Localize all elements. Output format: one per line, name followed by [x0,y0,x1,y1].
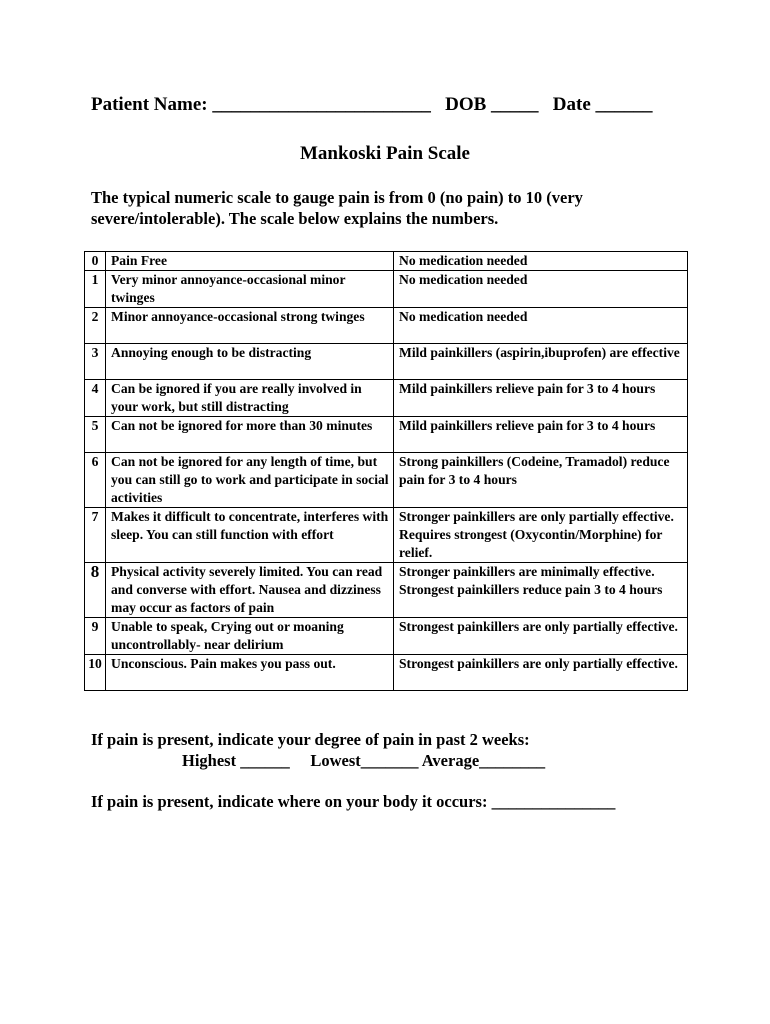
dob-label: DOB _____ [445,94,539,115]
table-row [85,453,688,508]
table-row [85,618,688,655]
pain-degree-question: If pain is present, indicate your degree of pain in past 2 weeks: [91,730,530,749]
pain-description: Unable to speak, Crying out or moaning uncontrollably- near delirium [106,618,394,655]
medication-note: Strongest painkillers are only partially effective. [394,618,688,655]
table-row [85,655,688,691]
pain-description: Annoying enough to be distracting [106,344,394,380]
pain-level-number: 7 [85,508,106,563]
pain-level-number: 0 [85,252,106,271]
medication-note: No medication needed [394,271,688,308]
table-row [85,508,688,563]
table-row [85,380,688,417]
pain-level-number: 10 [85,655,106,691]
pain-scale-table [84,251,688,691]
pain-level-number: 5 [85,417,106,453]
table-row [85,271,688,308]
medication-note: No medication needed [394,252,688,271]
pain-level-number: 2 [85,308,106,344]
pain-description: Can be ignored if you are really involved in your work, but still distracting [106,380,394,417]
page-title: Mankoski Pain Scale [300,143,470,164]
pain-location-question[interactable]: If pain is present, indicate where on your body it occurs: _______________ [91,792,616,811]
highest-field[interactable]: Highest ______ [182,751,290,770]
pain-description: Can not be ignored for more than 30 minutes [106,417,394,453]
medication-note: Mild painkillers relieve pain for 3 to 4 hours [394,417,688,453]
date-label: Date ______ [552,94,653,115]
table-row [85,417,688,453]
lowest-field[interactable]: Lowest_______ [310,751,419,770]
pain-level-number: 1 [85,271,106,308]
medication-note: Strongest painkillers are only partially effective. [394,655,688,691]
pain-level-number: 9 [85,618,106,655]
pain-description: Very minor annoyance-occasional minor twinges [106,271,394,308]
medication-note: Stronger painkillers are only partially effective. Requires strongest (Oxycontin/Morphine) for relief. [394,508,688,563]
pain-level-number: 3 [85,344,106,380]
table-row [85,308,688,344]
average-field[interactable]: Average________ [421,751,546,770]
pain-level-number: 8 [85,563,106,618]
medication-note: Stronger painkillers are minimally effective. Strongest painkillers reduce pain 3 to 4 hours [394,563,688,618]
pain-level-number: 6 [85,453,106,508]
patient-name-label: Patient Name: _______________________ [91,94,431,115]
pain-degree-fields [182,751,545,771]
intro-paragraph: The typical numeric scale to gauge pain is from 0 (no pain) to 10 (very severe/intolerable). The scale below explains the numbers. [91,188,583,228]
pain-description: Pain Free [106,252,394,271]
pain-description: Physical activity severely limited. You can read and converse with effort. Nausea and dizziness may occur as factors of pain [106,563,394,618]
pain-description: Can not be ignored for any length of time, but you can still go to work and participate in social activities [106,453,394,508]
pain-description: Makes it difficult to concentrate, interferes with sleep. You can still function with effort [106,508,394,563]
table-row [85,344,688,380]
table-row [85,563,688,618]
patient-header [91,94,653,116]
pain-level-number: 4 [85,380,106,417]
table-row [85,252,688,271]
medication-note: Strong painkillers (Codeine, Tramadol) reduce pain for 3 to 4 hours [394,453,688,508]
pain-description: Minor annoyance-occasional strong twinges [106,308,394,344]
pain-description: Unconscious. Pain makes you pass out. [106,655,394,691]
medication-note: Mild painkillers (aspirin,ibuprofen) are effective [394,344,688,380]
medication-note: No medication needed [394,308,688,344]
medication-note: Mild painkillers relieve pain for 3 to 4 hours [394,380,688,417]
